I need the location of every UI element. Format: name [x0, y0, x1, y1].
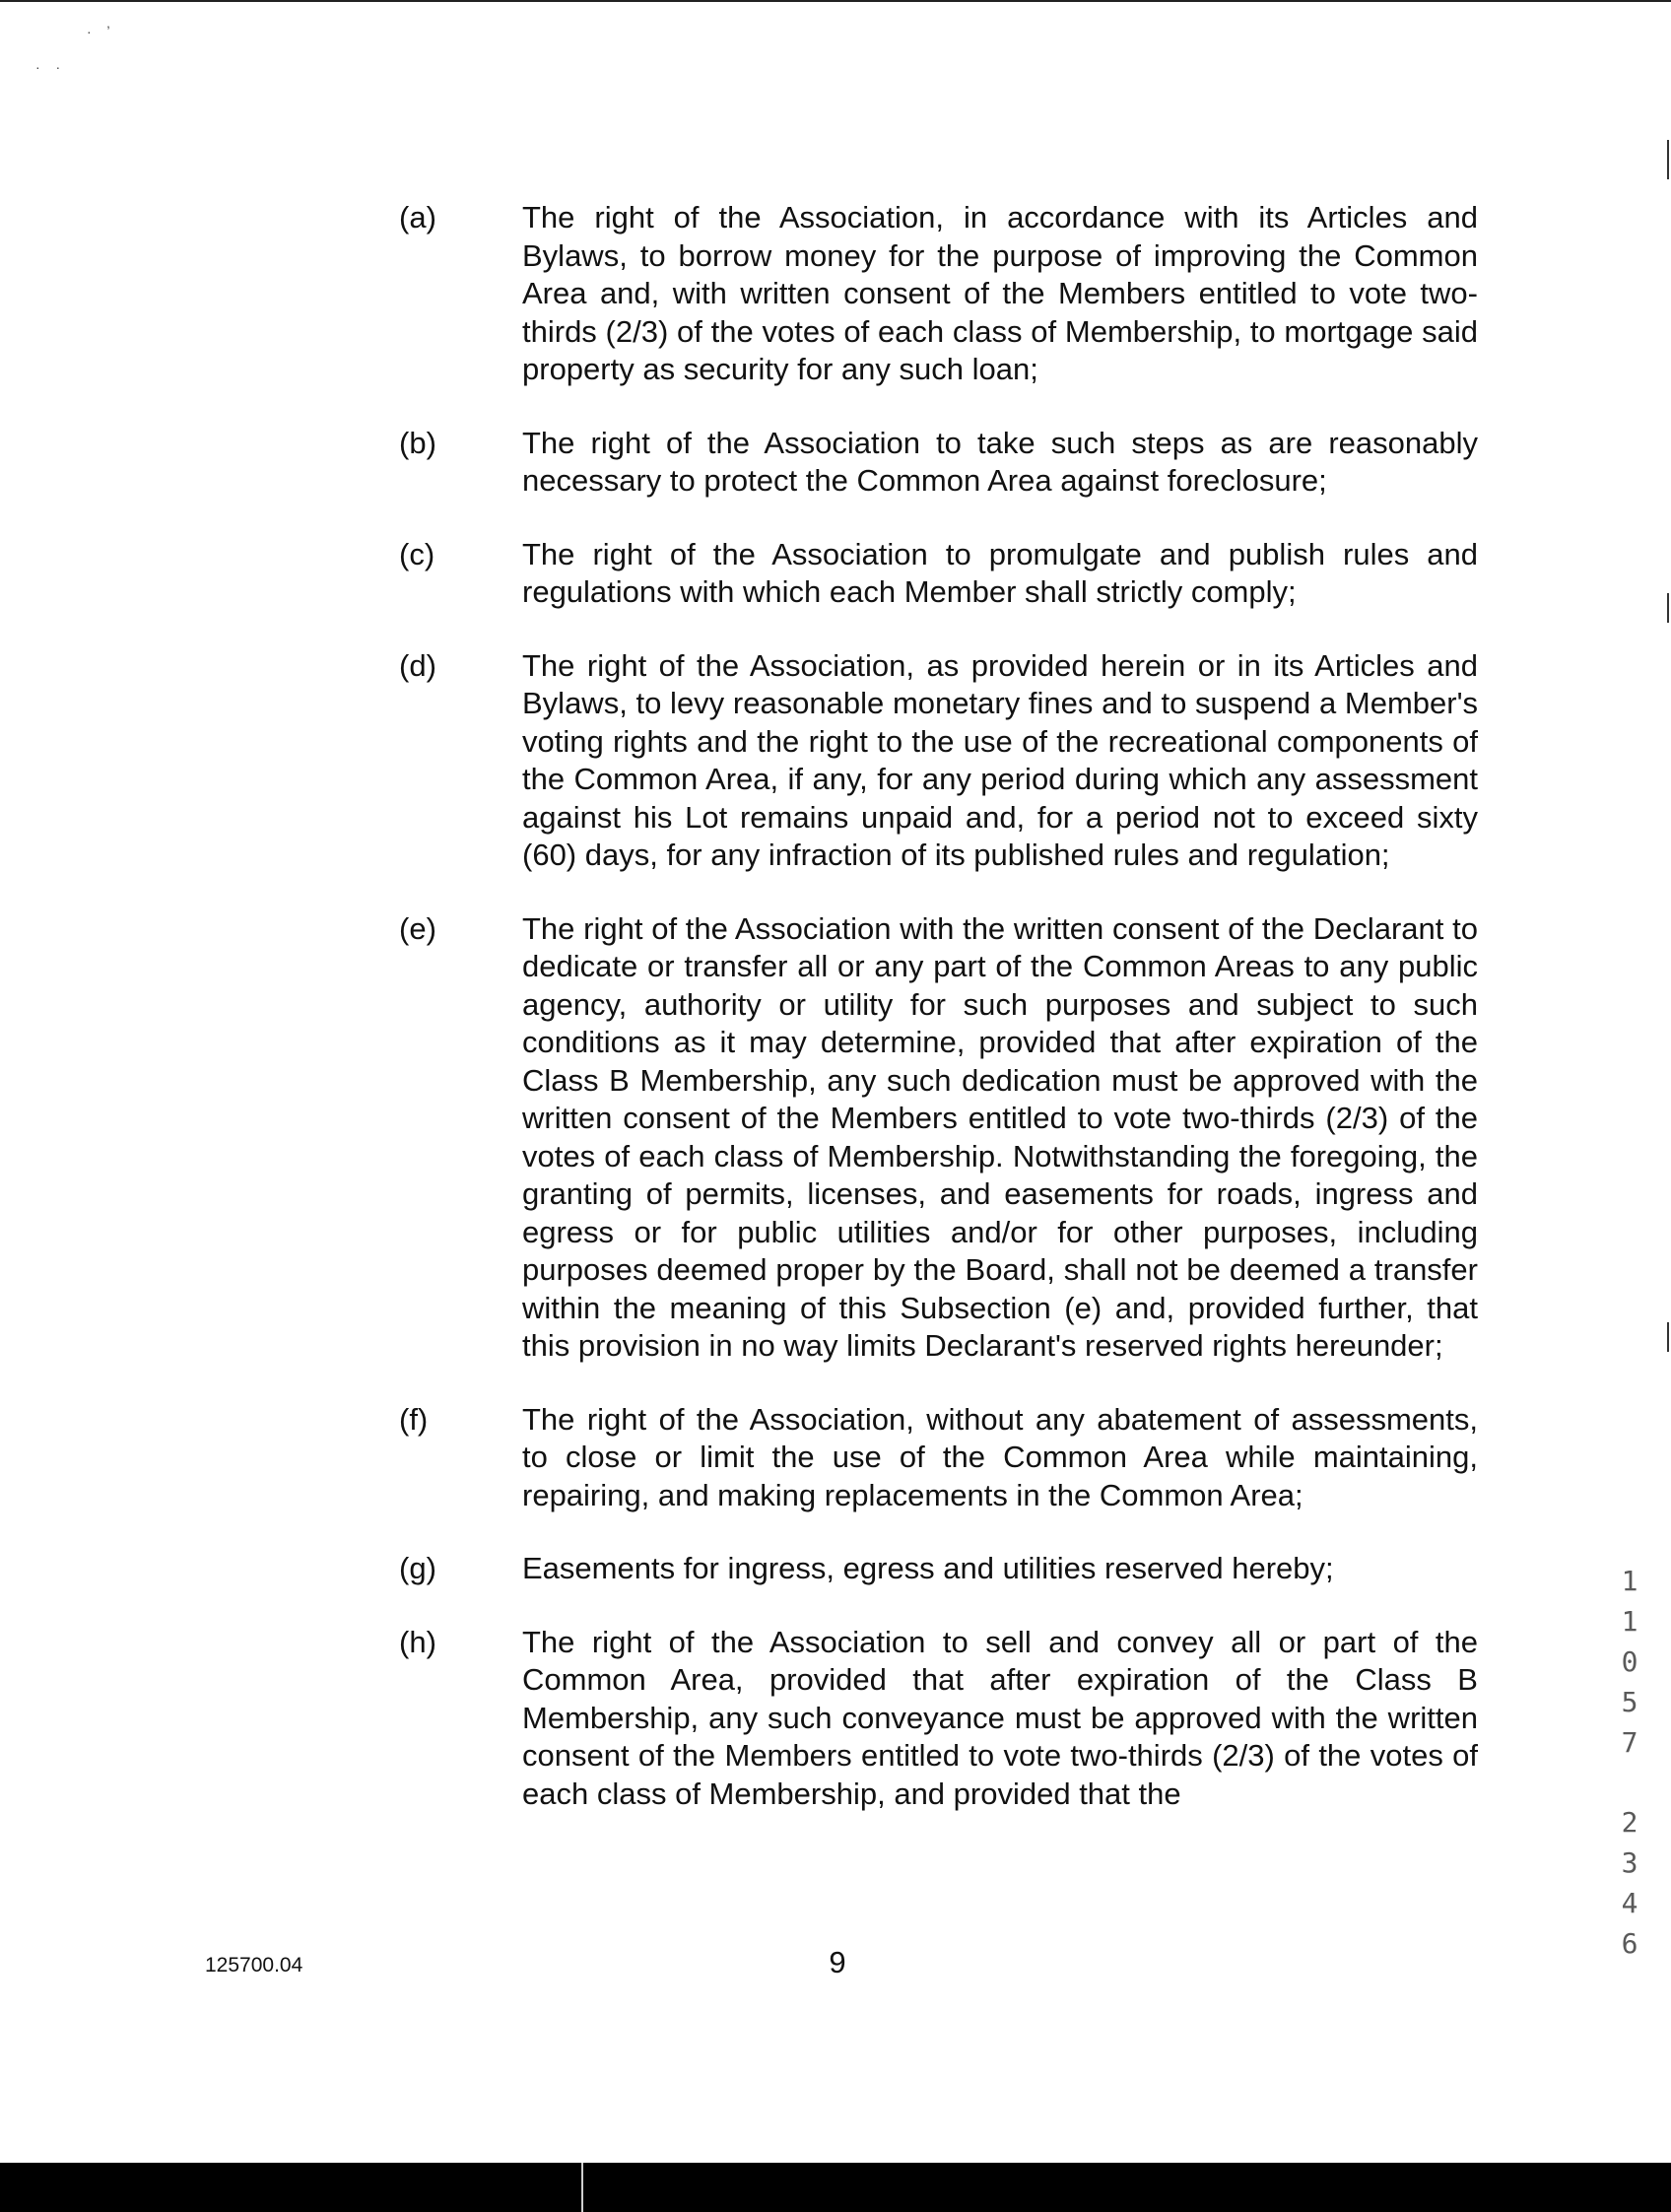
provision-text: The right of the Association to promulgate and publish rules and regulations with which each Member shall strictly comply;: [522, 536, 1478, 609]
provision-item: [399, 425, 1478, 501]
provision-item: [399, 647, 1478, 875]
stamp-digit: 1: [1621, 1605, 1638, 1638]
scan-edge-line: [1667, 140, 1669, 179]
provision-text: The right of the Association to take such steps as are reasonably necessary to protect the Common Area against foreclosure;: [522, 425, 1478, 498]
scanner-bottom-bar: [0, 2163, 1671, 2212]
provision-label: (c): [399, 536, 435, 571]
provision-text: Easements for ingress, egress and utilities reserved hereby;: [522, 1551, 1334, 1585]
provision-item: [399, 1401, 1478, 1515]
recording-stamp: [1617, 1561, 1642, 1964]
provision-label: (h): [399, 1624, 436, 1659]
provision-label: (a): [399, 200, 436, 235]
provision-text: The right of the Association, without any abatement of assessments, to close or limit the use of the Common Area while maintaining, repairing, and making replacements in the Common Area;: [522, 1401, 1478, 1512]
provision-item: [399, 199, 1478, 389]
provision-label: (b): [399, 425, 436, 460]
stamp-digit: 6: [1621, 1927, 1638, 1960]
provision-label: (d): [399, 647, 436, 683]
provision-label: (g): [399, 1551, 436, 1585]
provision-list: [399, 199, 1478, 1848]
provision-text: The right of the Association, as provided herein or in its Articles and Bylaws, to levy reasonable monetary fines and to suspend a Member's voting rights and the right to the use of the recreational components of the Common Area, if any, for any period during which any assessment against his Lot remains unpaid and, for a period not to exceed sixty (60) days, for any infraction of its published rules and regulation;: [522, 647, 1478, 872]
stamp-digit: 5: [1621, 1686, 1638, 1718]
stamp-digit: 3: [1621, 1846, 1638, 1879]
provision-item: [399, 910, 1478, 1366]
provision-item: [399, 1550, 1478, 1588]
provision-text: The right of the Association with the written consent of the Declarant to dedicate or transfer all or any part of the Common Areas to any public agency, authority or utility for such purposes and subject to such conditions as it may determine, provided that after expiration of the Class B Membership, any such dedication must be approved with the written consent of the Members entitled to vote two-thirds (2/3) of the votes of each class of Membership. Notwithstanding the foregoing, the granting of permits, licenses, and easements for roads, ingress and egress or for public utilities and/or for other purposes, including purposes deemed proper by the Board, shall not be deemed a transfer within the meaning of this Subsection (e) and, provided further, that this provision in no way limits Declarant's reserved rights hereunder;: [522, 910, 1478, 1363]
provision-text: The right of the Association to sell and convey all or part of the Common Area, provided that after expiration of the Class B Membership, any such conveyance must be approved with the written consent of the Members entitled to vote two-thirds (2/3) of the votes of each class of Membership, and provided that the: [522, 1624, 1478, 1811]
scan-speck: · ·: [35, 59, 67, 75]
scan-edge-line: [1667, 593, 1669, 623]
stamp-digit: 2: [1621, 1806, 1638, 1839]
provision-item: [399, 536, 1478, 612]
provision-item: [399, 1624, 1478, 1814]
provision-label: (e): [399, 910, 436, 946]
stamp-digit: 1: [1621, 1565, 1638, 1597]
page-number: 9: [829, 1945, 846, 1979]
stamp-gap: [1617, 1763, 1642, 1802]
document-number: 125700.04: [205, 1954, 303, 1977]
stamp-digit: 7: [1621, 1726, 1638, 1759]
scan-edge-line: [1667, 1322, 1669, 1352]
stamp-digit: 4: [1621, 1887, 1638, 1919]
provision-label: (f): [399, 1401, 429, 1437]
provision-text: The right of the Association, in accordance with its Articles and Bylaws, to borrow money for the purpose of improving the Common Area and, with written consent of the Members entitled to vote two-thirds (2/3) of the votes of each class of Membership, to mortgage said property as security for any such loan;: [522, 200, 1478, 386]
scanner-divider: [581, 2163, 583, 2212]
scan-speck: · ʼ: [87, 24, 116, 39]
stamp-digit: 0: [1621, 1645, 1638, 1678]
